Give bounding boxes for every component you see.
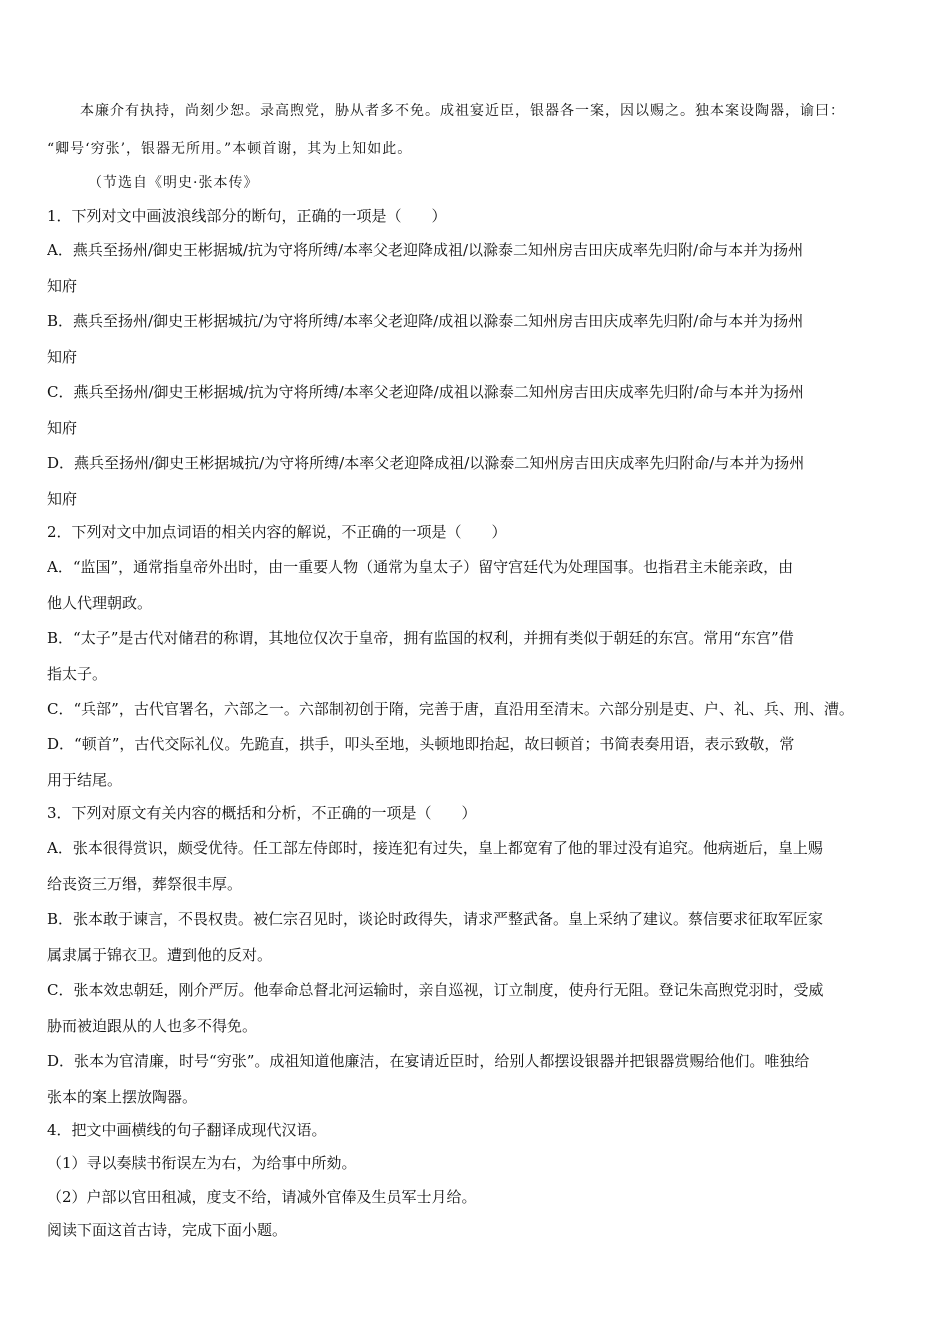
q1-option-b-cont: 知府 [47, 348, 78, 366]
q1-option-b: B．燕兵至扬州/御史王彬据城抗/为守将所缚/本率父老迎降/成祖以滁泰二知州房吉田庆成率先归附/命与本并为扬州 [47, 312, 804, 330]
q1-option-d: D．燕兵至扬州/御史王彬据城抗/为守将所缚/本率父老迎降成祖/以滁泰二知州房吉田庆成率先归附命/与本并为扬州 [47, 454, 805, 472]
question-3-stem: 3．下列对原文有关内容的概括和分析，不正确的一项是（ ） [47, 804, 477, 822]
q2-option-a-cont: 他人代理朝政。 [47, 594, 153, 612]
q1-option-c: C．燕兵至扬州/御史王彬据城/抗为守将所缚/本率父老迎降/成祖以滁泰二知州房吉田庆成率先归附/命与本并为扬州 [47, 383, 804, 401]
q2-option-b-cont: 指太子。 [47, 665, 108, 683]
q1-option-a: A．燕兵至扬州/御史王彬据城/抗为守将所缚/本率父老迎降成祖/以滁泰二知州房吉田庆成率先归附/命与本并为扬州 [47, 241, 804, 259]
q3-option-b-cont: 属隶属于锦衣卫。遭到他的反对。 [47, 946, 273, 964]
q2-option-a: A．“监国”，通常指皇帝外出时，由一重要人物（通常为皇太子）留守宫廷代为处理国事。也指君主未能亲政，由 [47, 558, 794, 576]
q2-option-d-cont: 用于结尾。 [47, 771, 123, 789]
q1-option-c-cont: 知府 [47, 419, 78, 437]
q3-option-d: D．张本为官清廉，时号“穷张”。成祖知道他廉洁，在宴请近臣时，给别人都摆设银器并把银器赏赐给他们。唯独给 [47, 1052, 810, 1070]
passage-line: 本廉介有执持，尚刻少恕。录高煦党，胁从者多不免。成祖宴近臣，银器各一案，因以赐之。独本案设陶器，谕曰： [80, 103, 845, 119]
question-1-stem: 1．下列对文中画波浪线部分的断句，正确的一项是（ ） [47, 207, 447, 225]
q4-sentence-1: （1）寻以奏牍书衔误左为右，为给事中所劾。 [47, 1154, 357, 1172]
question-4-stem: 4．把文中画横线的句子翻译成现代汉语。 [47, 1121, 327, 1139]
q1-option-d-cont: 知府 [47, 490, 78, 508]
q2-option-b: B．“太子”是古代对储君的称谓，其地位仅次于皇帝，拥有监国的权利，并拥有类似于朝廷的东宫。常用“东宫”借 [47, 629, 794, 647]
passage-line: “卿号‘穷张’，银器无所用。”本顿首谢，其为上知如此。 [47, 141, 413, 157]
q2-option-c: C．“兵部”，古代官署名，六部之一。六部制初创于隋，完善于唐，直沿用至清末。六部分别是吏、户、礼、兵、刑、漕。 [47, 700, 854, 718]
question-2-stem: 2．下列对文中加点词语的相关内容的解说，不正确的一项是（ ） [47, 523, 507, 541]
q2-option-d: D．“顿首”，古代交际礼仪。先跪直，拱手，叩头至地，头顿地即抬起，故曰顿首；书简表奏用语，表示致敬，常 [47, 735, 795, 753]
passage-source: （节选自《明史·张本传》 [88, 175, 259, 191]
q3-option-b: B．张本敢于谏言，不畏权贵。被仁宗召见时，谈论时政得失，请求严整武备。皇上采纳了建议。蔡信要求征取军匠家 [47, 910, 824, 928]
next-section-instruction: 阅读下面这首古诗，完成下面小题。 [47, 1221, 288, 1239]
q3-option-d-cont: 张本的案上摆放陶器。 [47, 1088, 198, 1106]
q3-option-c: C．张本效忠朝廷，刚介严厉。他奉命总督北河运输时，亲自巡视，订立制度，使舟行无阻。登记朱高煦党羽时，受威 [47, 981, 824, 999]
q3-option-a-cont: 给丧资三万缗，葬祭很丰厚。 [47, 875, 243, 893]
q1-option-a-cont: 知府 [47, 277, 78, 295]
q3-option-a: A．张本很得赏识，颇受优待。任工部左侍郎时，接连犯有过失，皇上都宽宥了他的罪过没有追究。他病逝后，皇上赐 [47, 839, 823, 857]
q3-option-c-cont: 胁而被迫跟从的人也多不得免。 [47, 1017, 258, 1035]
q4-sentence-2: （2）户部以官田租减，度支不给，请减外官俸及生员军士月给。 [47, 1188, 477, 1206]
